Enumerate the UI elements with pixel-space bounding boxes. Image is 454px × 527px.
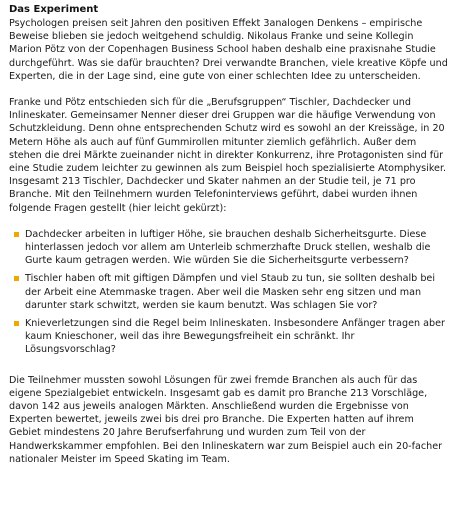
list-item (9, 317, 448, 357)
article-heading: Das Experiment (9, 4, 99, 15)
square-bullet-icon (14, 276, 19, 281)
list-item (9, 228, 448, 268)
square-bullet-icon (14, 321, 19, 326)
results-paragraph: Die Teilnehmer mussten sowohl Lösungen für zwei fremde Branchen als auch für das eigene Spezialgebiet entwickeln. Insgesamt gab es damit pro Branche 213 Vorschläge, davon 142 aus jeweils analogen Märkten. Anschließend wurden die Ergebnisse von Experten bewertet, jeweils zwei bis drei pro Branche. Die Experten hatten auf ihrem Gebiet mindestens 20 Jahre Berufserfahrung und wurden zum Teil von der Handwerkskammer empfohlen. Bei den Inlineskatern war zum Beispiel auch ein 20-facher nationaler Meister im Speed Skating im Team. (9, 374, 443, 465)
square-bullet-icon (14, 232, 19, 237)
intro-paragraph: Psychologen preisen seit Jahren den positiven Effekt 3analogen Denkens – empirische Beweise blieben sie jedoch weitgehend schuldig. Nikolaus Franke und seine Kollegin Marion Pötz von der Copenhagen Business School haben deshalb eine praxisnahe Studie durchgeführt. Was sie dafür brauchten? Drei verwandte Branchen, viele kreative Köpfe und Experten, die in der Lage sind, eine gute von einer schlechten Idee zu unterscheiden. (9, 18, 448, 82)
question-text: Dachdecker arbeiten in luftiger Höhe, sie brauchen deshalb Sicherheitsgurte. Diese hinterlassen jedoch vor allem am Unterleib schmerzhafte Druck stellen, weshalb die Gurte kaum getragen werden. Wie würden Sie die Sicherheitsgurte verbessern? (25, 228, 431, 267)
list-item (9, 272, 448, 312)
question-text: Tischler haben oft mit giftigen Dämpfen und viel Staub zu tun, sie sollten deshalb bei der Arbeit eine Atemmaske tragen. Aber weil die Masken sehr eng sitzen und man darunter stark schwitzt, werden sie kaum benutzt. Was schlagen Sie vor? (25, 273, 435, 311)
question-text: Knieverletzungen sind die Regel beim Inlineskaten. Insbesondere Anfänger tragen aber kaum Knieschoner, weil das ihre Bewegungsfreiheit ein schränkt. Ihr Lösungsvorschlag? (25, 318, 445, 356)
question-list (9, 228, 448, 357)
method-paragraph: Franke und Pötz entschieden sich für die „Berufsgruppen“ Tischler, Dachdecker und Inlineskater. Gemeinsamer Nenner dieser drei Gruppen war die häufige Verwendung von Schutzkleidung. Denn ohne entsprechenden Schutz wird es sowohl an der Kreissäge, in 20 Metern Höhe als auch auf fünf Gummirollen mitunter ziemlich gefährlich. Außer dem stehen die drei Märkte zueinander nicht in direkter Konkurrenz, ihre Protagonisten sind für eine Studie zudem leichter zu gewinnen als zum Beispiel hoch spezialisierte Atomphysiker. Insgesamt 213 Tischler, Dachdecker und Skater nahmen an der Studie teil, je 71 pro Branche. Mit den Teilnehmern wurden Telefoninterviews geführt, dabei wurden ihnen folgende Fragen gestellt (hier leicht gekürzt): (9, 97, 447, 214)
